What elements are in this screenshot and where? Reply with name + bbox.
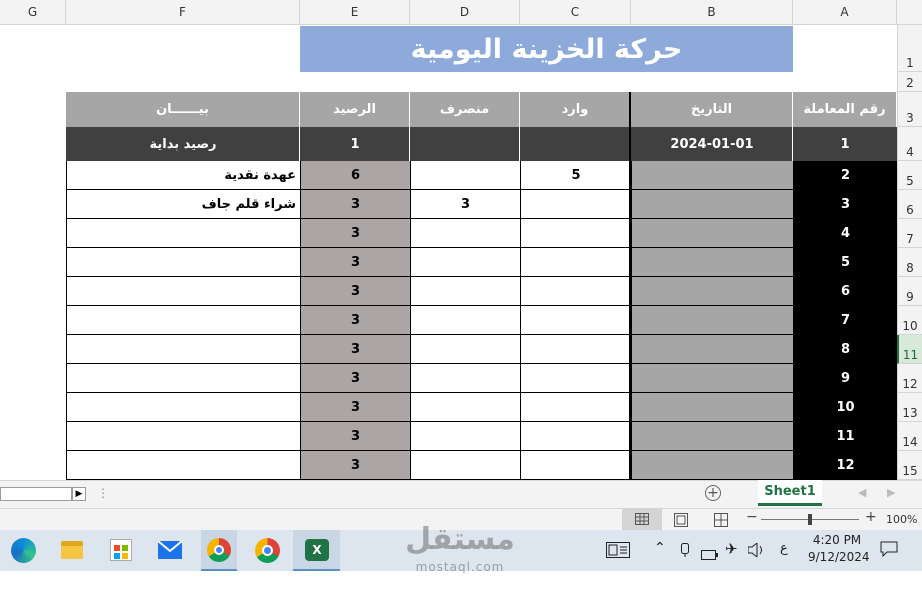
cell-in[interactable] <box>520 190 631 219</box>
notifications-icon[interactable] <box>880 541 898 561</box>
cell-desc[interactable] <box>66 335 300 364</box>
cell-out[interactable] <box>410 364 520 393</box>
cell-desc[interactable] <box>66 248 300 277</box>
column-header-g[interactable]: G <box>0 0 66 25</box>
row-header-5[interactable]: 5 <box>897 161 922 190</box>
cell-date[interactable] <box>631 422 793 451</box>
header-balance[interactable]: الرصيد <box>300 92 410 127</box>
volume-icon[interactable] <box>748 542 766 561</box>
clock-time[interactable]: 4:20 PM <box>812 533 862 547</box>
cell-in[interactable] <box>520 422 631 451</box>
cell-date[interactable] <box>631 248 793 277</box>
row-header-15[interactable]: 15 <box>897 451 922 480</box>
row4-sep <box>409 127 410 161</box>
cell-txn[interactable]: 2 <box>793 161 897 190</box>
cell-desc[interactable] <box>66 393 300 422</box>
cell-date[interactable] <box>631 335 793 364</box>
opening-out[interactable] <box>410 127 520 161</box>
row4-sep <box>299 127 300 161</box>
row-header-1[interactable]: 1 <box>897 25 922 72</box>
cell-in[interactable] <box>520 248 631 277</box>
battery-icon[interactable] <box>701 545 719 564</box>
watermark-url: mostaql.com <box>415 560 505 574</box>
prev-sheet-icon[interactable]: ◀ <box>858 486 867 499</box>
column-header-b[interactable]: B <box>631 0 793 25</box>
opening-txn[interactable]: 1 <box>793 127 897 161</box>
cell-txn[interactable]: 12 <box>793 451 897 480</box>
column-header-e[interactable]: E <box>300 0 410 25</box>
cell-desc[interactable] <box>66 277 300 306</box>
cell-in[interactable] <box>520 393 631 422</box>
add-sheet-icon[interactable]: + <box>705 485 721 501</box>
cell-in[interactable]: 5 <box>520 161 631 190</box>
cell-in[interactable] <box>520 277 631 306</box>
cell-out[interactable] <box>410 248 520 277</box>
opening-in[interactable] <box>520 127 631 161</box>
cell-desc[interactable] <box>66 364 300 393</box>
cell-txn[interactable]: 11 <box>793 422 897 451</box>
cell-date[interactable] <box>631 277 793 306</box>
cell-balance[interactable]: 3 <box>300 422 410 451</box>
cell-balance[interactable]: 3 <box>300 306 410 335</box>
column-divider <box>629 92 631 480</box>
cell-txn[interactable]: 5 <box>793 248 897 277</box>
cell-date[interactable] <box>631 393 793 422</box>
cell-out[interactable] <box>410 219 520 248</box>
splitter-icon[interactable]: ⋮ <box>97 486 109 500</box>
cell-date[interactable] <box>631 306 793 335</box>
cell-desc[interactable] <box>66 422 300 451</box>
excel-icon[interactable]: X <box>305 539 329 561</box>
row-header-12[interactable]: 12 <box>897 364 922 393</box>
column-header-a[interactable]: A <box>793 0 897 25</box>
cell-out[interactable] <box>410 335 520 364</box>
cell-desc[interactable] <box>66 219 300 248</box>
cell-txn[interactable]: 3 <box>793 190 897 219</box>
cell-desc[interactable]: عهدة نقدية <box>66 161 300 190</box>
cell-desc[interactable] <box>66 451 300 480</box>
row-header-3[interactable]: 3 <box>897 92 922 127</box>
row-header-7[interactable]: 7 <box>897 219 922 248</box>
next-sheet-icon[interactable]: ▶ <box>887 486 896 499</box>
cell-balance[interactable]: 3 <box>300 451 410 480</box>
scroll-right-icon[interactable]: ▶ <box>72 487 86 501</box>
cell-txn[interactable]: 4 <box>793 219 897 248</box>
row-header-6[interactable]: 6 <box>897 190 922 219</box>
zoom-in-icon[interactable]: + <box>865 509 877 525</box>
row-header-10[interactable]: 10 <box>897 306 922 335</box>
column-header-f[interactable]: F <box>66 0 300 25</box>
cell-txn[interactable]: 8 <box>793 335 897 364</box>
column-header-d[interactable]: D <box>410 0 520 25</box>
header-txn[interactable]: رقم المعاملة <box>793 92 897 127</box>
task-view-icon[interactable] <box>606 542 630 562</box>
cell-in[interactable] <box>520 335 631 364</box>
row-header-8[interactable]: 8 <box>897 248 922 277</box>
zoom-level[interactable]: 100% <box>886 513 918 526</box>
opening-date[interactable]: 2024-01-01 <box>631 127 793 161</box>
row4-sep <box>519 127 520 161</box>
input-language[interactable]: ع <box>780 541 788 556</box>
clock-date[interactable]: 9/12/2024 <box>808 550 870 564</box>
sheet-title[interactable]: حركة الخزينة اليومية <box>300 26 793 72</box>
chrome-profile-icon[interactable] <box>207 538 231 562</box>
edge-icon[interactable] <box>11 538 36 563</box>
cell-date[interactable] <box>631 219 793 248</box>
file-explorer-icon[interactable] <box>61 541 83 559</box>
cell-balance[interactable]: 3 <box>300 393 410 422</box>
cell-desc[interactable] <box>66 306 300 335</box>
store-icon[interactable] <box>110 539 132 561</box>
cell-out[interactable] <box>410 306 520 335</box>
cell-txn[interactable]: 10 <box>793 393 897 422</box>
cell-txn[interactable]: 7 <box>793 306 897 335</box>
column-header-c[interactable]: C <box>520 0 631 25</box>
cell-in[interactable] <box>520 306 631 335</box>
cell-date[interactable] <box>631 451 793 480</box>
row-header-13[interactable]: 13 <box>897 393 922 422</box>
cell-date[interactable] <box>631 161 793 190</box>
cell-balance[interactable]: 3 <box>300 219 410 248</box>
chevron-up-icon[interactable]: ⌃ <box>654 540 666 556</box>
cell-in[interactable] <box>520 451 631 480</box>
row4-sep <box>792 127 793 161</box>
page-layout-view-icon[interactable] <box>673 512 689 531</box>
cell-in[interactable] <box>520 219 631 248</box>
row-header-2[interactable]: 2 <box>897 72 922 92</box>
cell-date[interactable] <box>631 190 793 219</box>
cell-balance[interactable]: 3 <box>300 335 410 364</box>
cell-txn[interactable]: 9 <box>793 364 897 393</box>
cell-out[interactable] <box>410 393 520 422</box>
opening-desc[interactable]: رصيد بداية <box>66 127 300 161</box>
airplane-icon[interactable]: ✈ <box>725 540 738 558</box>
header-out[interactable]: منصرف <box>410 92 520 127</box>
row-header-11[interactable]: 11 <box>897 335 922 364</box>
cell-in[interactable] <box>520 364 631 393</box>
cell-out[interactable] <box>410 422 520 451</box>
cell-balance[interactable]: 3 <box>300 277 410 306</box>
cell-out[interactable] <box>410 451 520 480</box>
cell-balance[interactable]: 3 <box>300 248 410 277</box>
page-break-view-icon[interactable] <box>713 512 729 531</box>
cell-balance[interactable]: 3 <box>300 364 410 393</box>
row-header-4[interactable]: 4 <box>897 127 922 161</box>
row-header-14[interactable]: 14 <box>897 422 922 451</box>
cell-desc[interactable]: شراء قلم جاف <box>66 190 300 219</box>
header-desc[interactable]: بيــــــان <box>66 92 300 127</box>
horizontal-scrollbar[interactable] <box>0 487 72 501</box>
sheet-tab-sheet1[interactable]: Sheet1 <box>758 480 822 506</box>
cell-date[interactable] <box>631 364 793 393</box>
zoom-out-icon[interactable]: − <box>746 509 758 525</box>
normal-view-icon[interactable] <box>622 508 662 530</box>
mail-icon[interactable] <box>158 541 182 559</box>
cell-out[interactable] <box>410 277 520 306</box>
watermark-brand: مستقل <box>405 522 515 557</box>
cell-txn[interactable]: 6 <box>793 277 897 306</box>
cell-out[interactable] <box>410 161 520 190</box>
zoom-slider-thumb[interactable] <box>808 514 812 525</box>
row-header-9[interactable]: 9 <box>897 277 922 306</box>
opening-balance[interactable]: 1 <box>300 127 410 161</box>
webcam-icon[interactable] <box>679 542 691 562</box>
cell-balance[interactable]: 3 <box>300 190 410 219</box>
chrome-icon[interactable] <box>255 538 280 563</box>
cell-balance[interactable]: 6 <box>300 161 410 190</box>
header-in[interactable]: وارد <box>520 92 631 127</box>
cell-out[interactable]: 3 <box>410 190 520 219</box>
header-date[interactable]: التاريخ <box>631 92 793 127</box>
